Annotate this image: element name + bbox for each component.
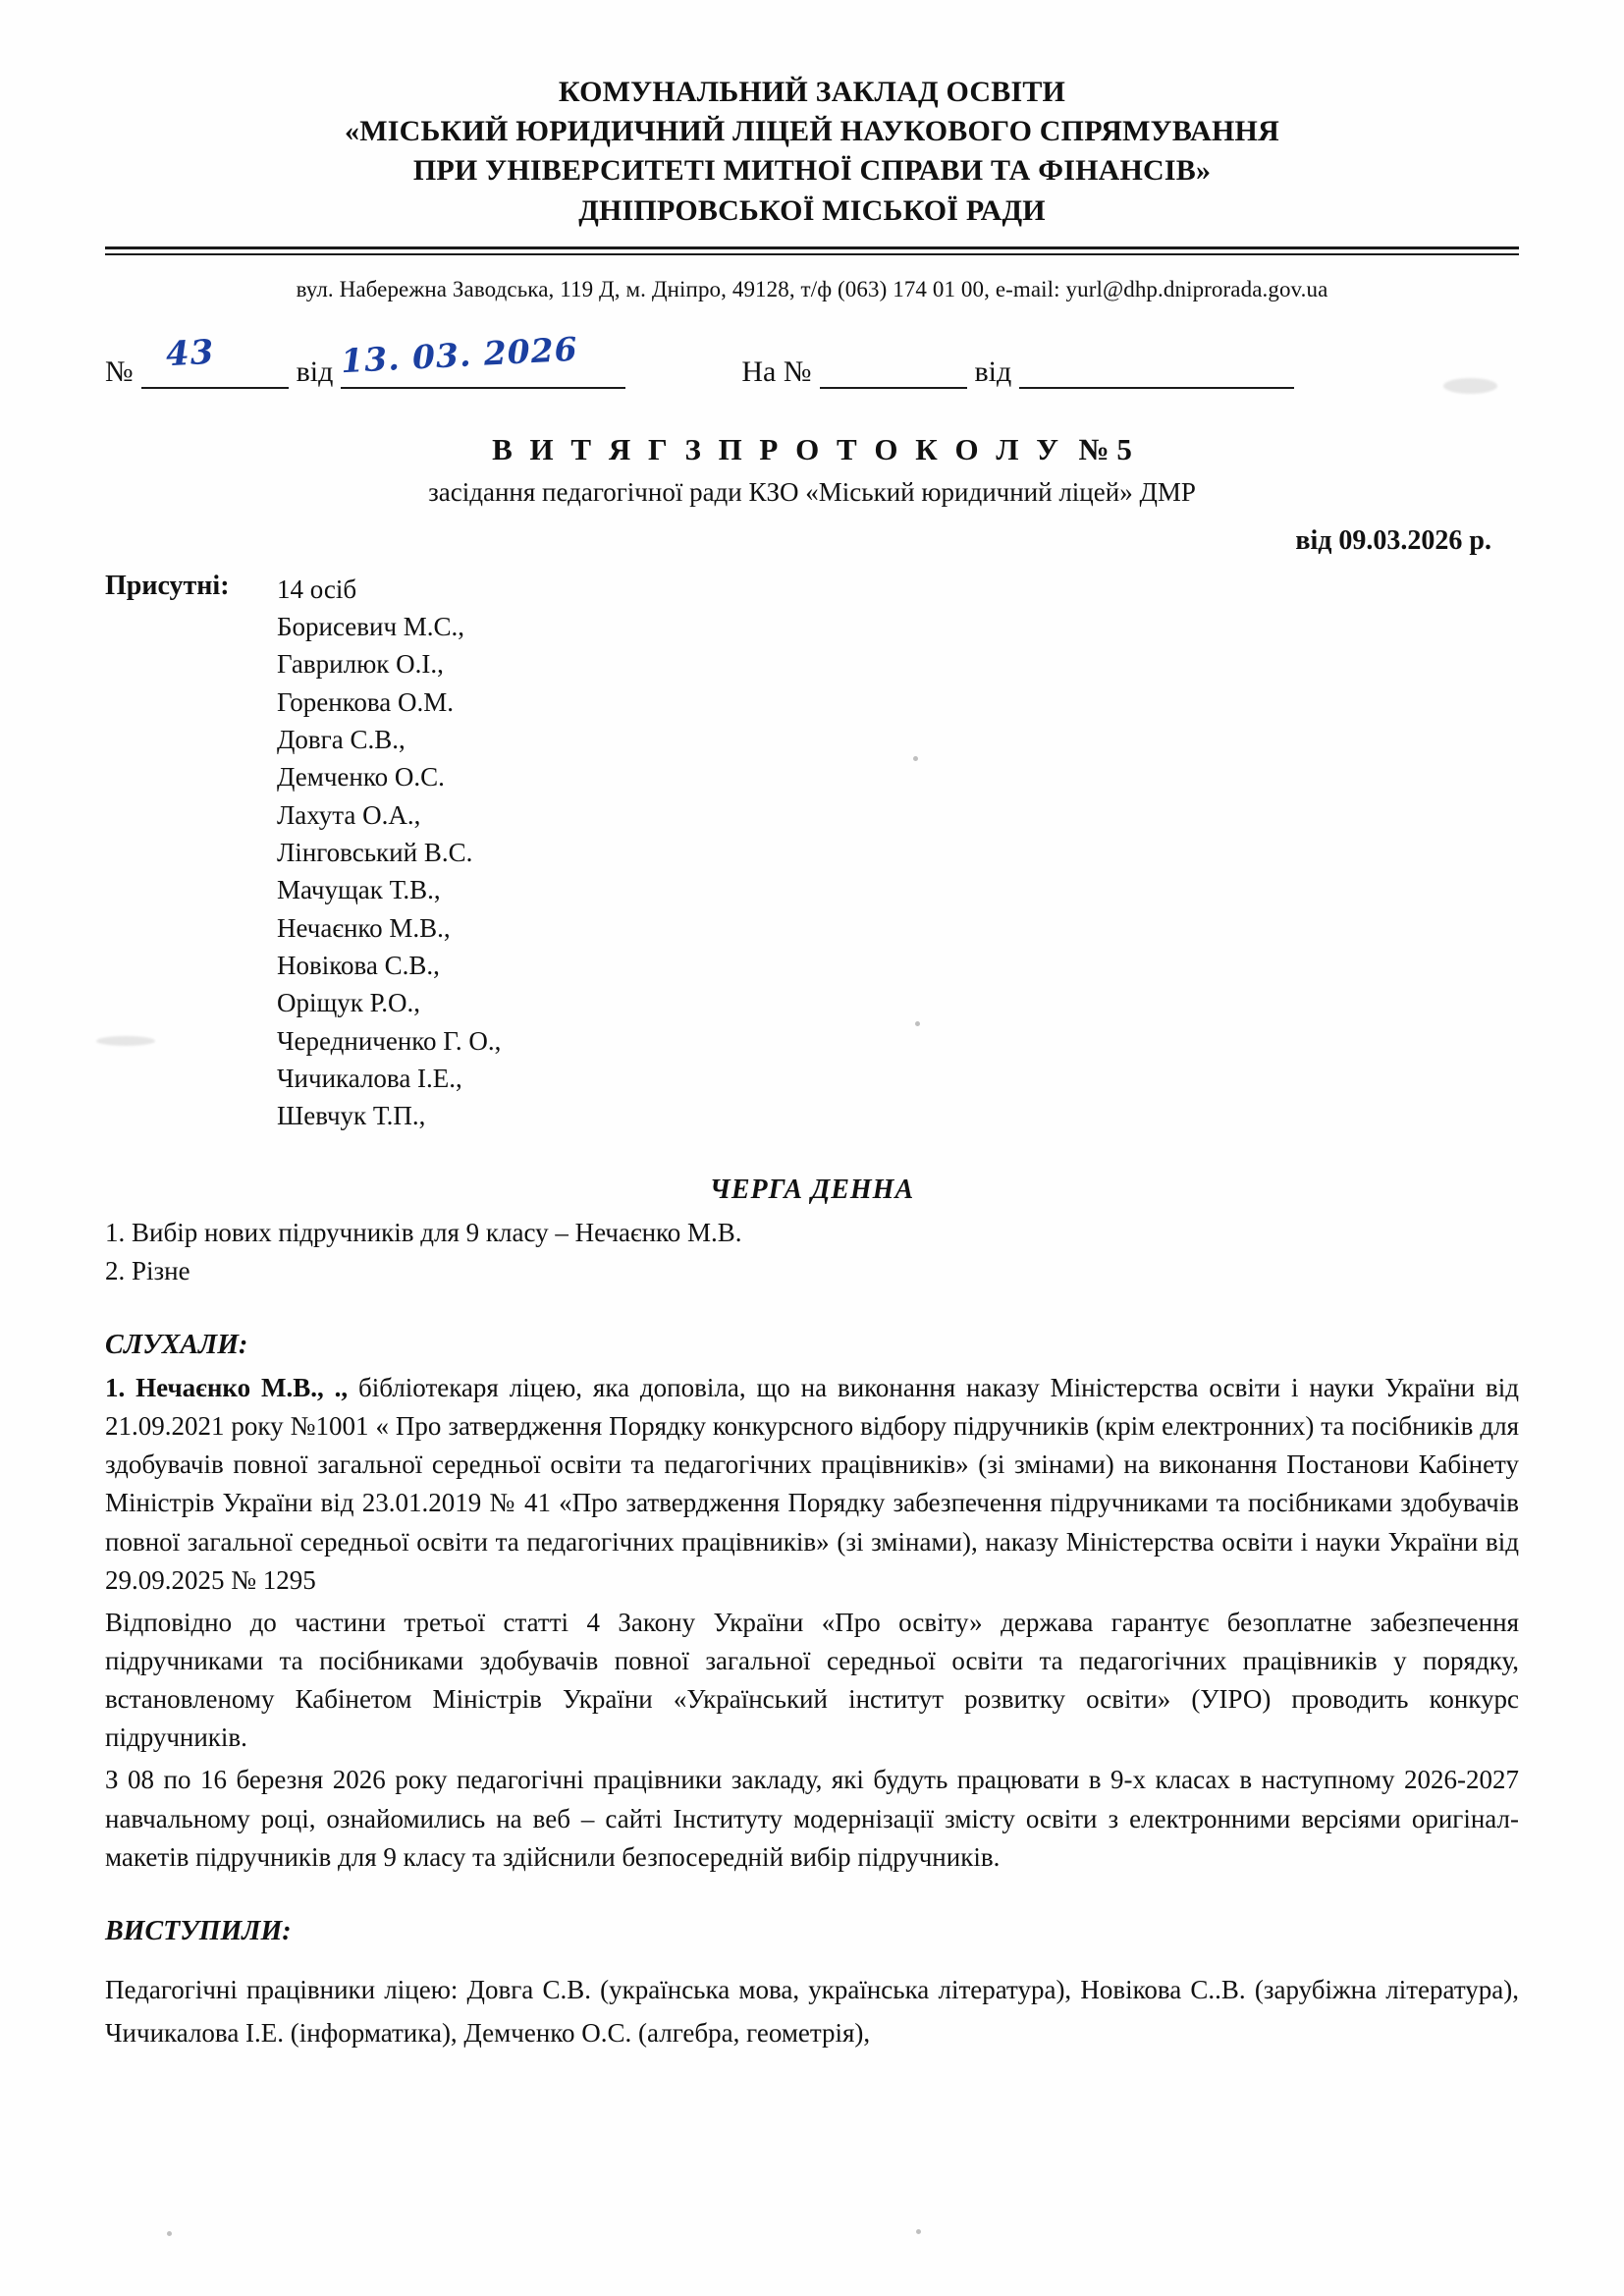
reference-line bbox=[105, 329, 1519, 389]
letterhead-line-1: КОМУНАЛЬНИЙ ЗАКЛАД ОСВІТИ bbox=[558, 76, 1066, 108]
page-subtitle: засідання педагогічної ради КЗО «Міський юридичний ліцей» ДМР bbox=[428, 476, 1196, 507]
list-item: Лахута О.А., bbox=[277, 799, 421, 830]
list-item: Довга С.В., bbox=[277, 725, 406, 755]
meeting-date: від 09.03.2026 р. bbox=[1295, 524, 1491, 556]
page-title bbox=[105, 432, 1519, 467]
list-item: Чичикалова І.Е., bbox=[277, 1064, 462, 1094]
organization-address: вул. Набережна Заводська, 119 Д, м. Дніпро, 49128, т/ф (063) 174 01 00, e-mail: yurl@dhp.dniprorada.gov.ua bbox=[296, 276, 1328, 301]
document-number-label: № bbox=[105, 355, 134, 388]
handwritten-document-number: 43 bbox=[164, 332, 216, 375]
attendees-label: Присутні: bbox=[105, 570, 230, 601]
listened-paragraph-1 bbox=[105, 1369, 1519, 1600]
incoming-date-field[interactable] bbox=[1019, 357, 1294, 389]
section-heading-spoke: ВИСТУПИЛИ: bbox=[105, 1915, 292, 1946]
listened-paragraph-2: Відповідно до частини третьої статті 4 Закону України «Про освіту» держава гарантує безоплатне забезпечення підручниками та посібниками здобувачів повної загальної середньої освіти та педагогічних працівників у порядку, встановленому Кабінетом Міністрів України «Український інститут розвитку освіти» (УІРО) проводить конкурс підручників. bbox=[105, 1607, 1519, 1753]
listened-paragraph-3: З 08 по 16 березня 2026 року педагогічні працівники закладу, які будуть працювати в 9-х класах в наступному 2026-2027 навчальному році, ознайомились на веб – сайті Інституту модернізації змісту освіти з електронними версіями оригінал-макетів підручників для 9 класу та здійснили безпосередній вибір підручників. bbox=[105, 1765, 1519, 1872]
letterhead-line-3: ПРИ УНІВЕРСИТЕТІ МИТНОЇ СПРАВИ ТА ФІНАНСІВ» bbox=[412, 154, 1212, 188]
agenda-item: 2. Різне bbox=[105, 1255, 190, 1285]
list-item: Оріщук Р.О., bbox=[277, 988, 421, 1018]
agenda-list bbox=[105, 1214, 1519, 1290]
list-item: Борисевич М.С., bbox=[277, 612, 465, 642]
header-divider bbox=[105, 246, 1519, 255]
letterhead-line-2: «МІСЬКИЙ ЮРИДИЧНИЙ ЛІЦЕЙ НАУКОВОГО СПРЯМУВАННЯ bbox=[345, 115, 1279, 148]
list-item: Чередниченко Г. О., bbox=[277, 1025, 502, 1056]
list-item: Лінговський В.С. bbox=[277, 838, 473, 868]
attendees-list bbox=[277, 571, 501, 1135]
list-item: Гаврилюк О.І., bbox=[277, 649, 444, 680]
letterhead-line-4: ДНІПРОВСЬКОЇ МІСЬКОЇ РАДИ bbox=[578, 193, 1046, 227]
protocol-number: № 5 bbox=[1078, 431, 1132, 466]
attendees-count: 14 осіб bbox=[277, 574, 357, 604]
list-item: Нечаєнко М.В., bbox=[277, 912, 451, 943]
handwritten-document-date: 13. 03. 2026 bbox=[340, 329, 579, 381]
list-item: Новікова С.В., bbox=[277, 951, 440, 981]
scan-speck bbox=[916, 2229, 921, 2234]
spoke-paragraph: Педагогічні працівники ліцею: Довга С.В. (українська мова, українська література), Новікова С..В. (зарубіжна література), Чичикалова І.Е. (інформатика), Демченко О.С. (алгебра, геометрія), bbox=[105, 1974, 1519, 2048]
agenda-item: 1. Вибір нових підручників для 9 класу – Нечаєнко М.В. bbox=[105, 1217, 742, 1247]
attendees-block bbox=[105, 571, 1519, 1135]
agenda-heading: ЧЕРГА ДЕННА bbox=[709, 1174, 915, 1205]
list-item: Демченко О.С. bbox=[277, 762, 445, 793]
scan-speck bbox=[167, 2231, 172, 2236]
letterhead bbox=[105, 73, 1519, 231]
listened-paragraph-1-text: бібліотекаря ліцею, яка доповіла, що на виконання наказу Міністерства освіти і науки України від 21.09.2021 року №1001 « Про затвердження Порядку конкурсного відбору підручників (крім електронних) та посібників для здобувачів повної загальної середньої освіти та педагогічних працівників» (зі змінами) на виконання Постанови Кабінету Міністрів України від 23.01.2019 № 41 «Про затвердження Порядку забезпечення підручниками та посібниками здобувачів повної загальної середньої освіти та педагогічних працівників» (зі змінами), наказу Міністерства освіти і науки України від 29.09.2025 № 1295 bbox=[105, 1372, 1519, 1595]
page-title-text: В И Т Я Г З П Р О Т О К О Л У bbox=[492, 431, 1063, 466]
incoming-number-label: На № bbox=[741, 355, 812, 388]
listened-speaker-name: 1. Нечаєнко М.В., ., bbox=[105, 1372, 349, 1402]
list-item: Горенкова О.М. bbox=[277, 686, 455, 717]
document-date-label: від bbox=[296, 355, 334, 388]
list-item: Шевчук Т.П., bbox=[277, 1101, 426, 1131]
list-item: Мачущак Т.В., bbox=[277, 875, 441, 905]
incoming-number-field[interactable] bbox=[820, 357, 967, 389]
section-heading-listened: СЛУХАЛИ: bbox=[105, 1329, 248, 1360]
incoming-date-label: від bbox=[974, 355, 1012, 388]
